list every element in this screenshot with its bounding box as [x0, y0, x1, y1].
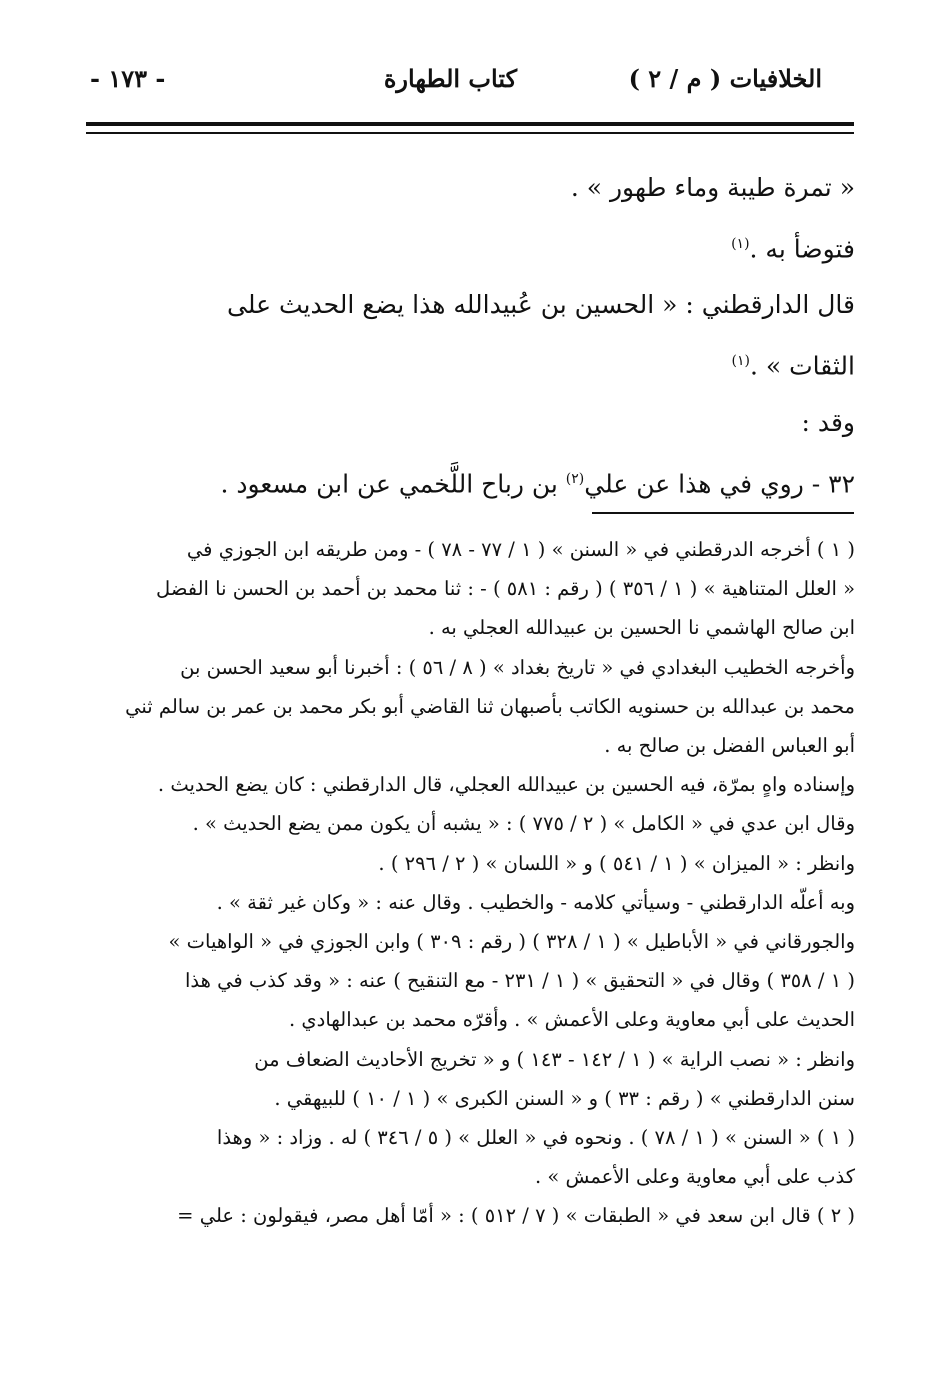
footnote-line: ( ١ ) أخرجه الدرقطني في « السنن » ( ١ / ٧٧ - ٧٨ ) - ومن طريقه ابن الجوزي في	[186, 538, 855, 561]
footnote-line: وأخرجه الخطيب البغدادي في « تاريخ بغداد » ( ٨ / ٥٦ ) : أخبرنا أبو سعيد الحسن بن	[180, 655, 855, 679]
main-line-6-text-a: ٣٢ - روي في هذا عن علي	[584, 468, 855, 498]
footnotes	[93, 530, 855, 1236]
footnote-line: ابن صالح الهاشمي نا الحسين بن عبيدالله العجلي به .	[428, 616, 855, 640]
footnote-line: والجورقاني في « الأباطيل » ( ١ / ٣٢٨ ) ( رقم : ٣٠٩ ) وابن الجوزي في « الواهيات »	[168, 930, 855, 954]
main-line-2	[95, 216, 855, 277]
header-rule-thick	[86, 122, 854, 126]
footnote-line: وإسناده واهٍ بمرّة، فيه الحسين بن عبيدالله العجلي، قال الدارقطني : كان يضع الحديث .	[157, 773, 855, 797]
main-line-6	[95, 451, 855, 512]
footnote-line: وانظر : « نصب الراية » ( ١ / ١٤٢ - ١٤٣ ) و « تخريج الأحاديث الضعاف من	[254, 1047, 855, 1071]
footnote-line: ( ١ / ٣٥٨ ) وقال في « التحقيق » ( ١ / ٢٣١ - مع التنقيح ) عنه : « وقد كذب في هذا	[184, 969, 855, 993]
main-line-1: « تمرة طيبة وماء طهور » .	[570, 173, 855, 202]
footnote-line: محمد بن عبدالله بن حسنويه الكاتب بأصبهان ثنا القاضي أبو بكر محمد بن عمر بن سالم ثني	[125, 694, 855, 718]
header-book-title: الخلافيات ( م / ٢ )	[628, 64, 822, 93]
footnote-separator	[592, 512, 854, 514]
main-line-6-text-b: بن رباح اللَّخمي عن ابن مسعود .	[220, 468, 566, 498]
page-number: - ١٧٣ -	[90, 64, 166, 93]
main-text	[95, 160, 855, 512]
footnote-ref: (٢)	[565, 470, 585, 487]
main-line-2-text: فتوضأ به .	[749, 234, 855, 264]
footnote-ref: (١)	[731, 353, 750, 370]
header-rule-thin	[86, 132, 854, 134]
footnote-line: وقال ابن عدي في « الكامل » ( ٢ / ٧٧٥ ) : « يشبه أن يكون ممن يضع الحديث » .	[192, 812, 855, 836]
main-line-4-text: الثقات » .	[749, 351, 855, 381]
footnote-line: « العلل المتناهية » ( ١ / ٣٥٦ ) ( رقم : ٥٨١ ) - : ثنا محمد بن أحمد بن الحسن نا الفضل	[156, 577, 855, 601]
footnote-line: سنن الدارقطني » ( رقم : ٣٣ ) و « السنن الكبرى » ( ١ / ١٠ ) للبيهقي .	[274, 1086, 855, 1110]
footnote-line: وبه أعلّه الدارقطني - وسيأتي كلامه - والخطيب . وقال عنه : « وكان غير ثقة » .	[216, 890, 855, 914]
footnote-ref: (١)	[731, 236, 750, 252]
main-line-4	[95, 333, 855, 394]
footnote-line: وانظر : « الميزان » ( ١ / ٥٤١ ) و « اللسان » ( ٢ / ٢٩٦ ) .	[378, 851, 855, 875]
header-chapter-title: كتاب الطهارة	[383, 64, 517, 93]
footnote-line: الحديث على أبي معاوية وعلى الأعمش » . وأقرّه محمد بن عبدالهادي .	[288, 1008, 855, 1032]
footnote-line: ( ١ ) « السنن » ( ١ / ٧٨ ) . ونحوه في « العلل » ( ٥ / ٣٤٦ ) له . وزاد : « وهذا	[216, 1126, 855, 1150]
footnote-line: أبو العباس الفضل بن صالح به .	[604, 734, 855, 758]
main-line-3: قال الدارقطني : « الحسين بن عُبيدالله هذا يضع الحديث على	[227, 290, 855, 320]
footnote-line: ( ٢ ) قال ابن سعد في « الطبقات » ( ٧ / ٥١٢ ) : « أمّا أهل مصر، فيقولون : علي =	[177, 1204, 855, 1228]
footnote-line: كذب على أبي معاوية وعلى الأعمش » .	[535, 1165, 855, 1189]
running-header	[90, 64, 822, 104]
main-line-5: وقد :	[801, 407, 855, 437]
